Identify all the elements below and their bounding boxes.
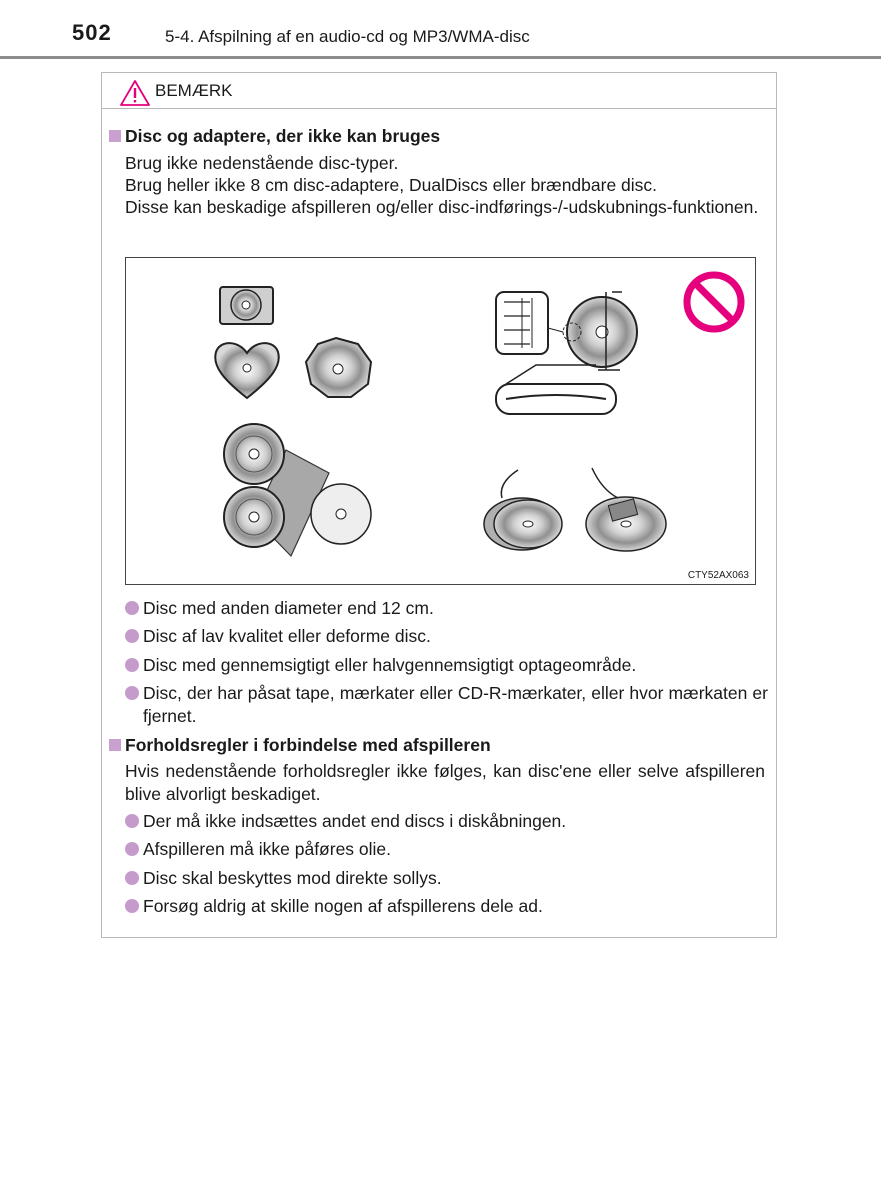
- list-item: Disc med anden diameter end 12 cm.: [125, 597, 768, 620]
- list-item: Disc skal beskyttes mod direkte sollys.: [125, 867, 768, 890]
- bullet-dot-icon: [125, 899, 139, 913]
- bullet-dot-icon: [125, 658, 139, 672]
- deformed-disc-icon: [496, 292, 637, 414]
- section-heading-discs: Disc og adaptere, der ikke kan bruges: [109, 126, 440, 147]
- square-disc-icon: [220, 287, 273, 324]
- paragraph-line: Disse kan beskadige afspilleren og/eller disc-indførings-/-udskubnings-funktionen.: [125, 197, 759, 217]
- section-title: 5-4. Afspilning af en audio-cd og MP3/WMA-disc: [165, 27, 530, 46]
- bullet-dot-icon: [125, 871, 139, 885]
- disc-illustration: [125, 257, 756, 585]
- prohibited-icon: [687, 275, 741, 329]
- sticker-disc-icon: [586, 468, 666, 551]
- clear-disc-icon: [311, 484, 371, 544]
- notice-header: [102, 73, 776, 109]
- list-item: Der må ikke indsættes andet end discs i diskåbningen.: [125, 810, 768, 833]
- paragraph-line: Brug heller ikke 8 cm disc-adaptere, DualDiscs eller brændbare disc.: [125, 175, 658, 195]
- bullet-dot-icon: [125, 686, 139, 700]
- heart-disc-icon: [215, 343, 279, 398]
- header-rule: [0, 56, 881, 59]
- section-heading-player: Forholdsregler i forbindelse med afspilleren: [109, 735, 491, 756]
- bullet-dot-icon: [125, 842, 139, 856]
- square-bullet-icon: [109, 130, 121, 142]
- square-bullet-icon: [109, 739, 121, 751]
- warning-triangle-icon: [119, 79, 151, 107]
- bullet-dot-icon: [125, 814, 139, 828]
- figure-code: CTY52AX063: [687, 570, 749, 581]
- page-number: 502: [72, 20, 112, 45]
- list-item: Disc med gennemsigtigt eller halvgennemsigtigt optageområde.: [125, 654, 768, 677]
- bullet-dot-icon: [125, 601, 139, 615]
- disc-types-drawing: [126, 258, 755, 584]
- notice-label: BEMÆRK: [155, 81, 233, 100]
- list-item: Disc af lav kvalitet eller deforme disc.: [125, 625, 768, 648]
- notice-box: [101, 72, 777, 938]
- list-item: Forsøg aldrig at skille nogen af afspillerens dele ad.: [125, 895, 768, 918]
- paragraph-intro: Hvis nedenstående forholdsregler ikke følges, kan disc'ene eller selve afspilleren blive alvorligt beskadiget.: [125, 761, 765, 804]
- polygon-disc-icon: [306, 338, 371, 397]
- list-item: Disc, der har påsat tape, mærkater eller CD-R-mærkater, eller hvor mærkaten er fjernet.: [125, 682, 768, 728]
- list-item: Afspilleren må ikke påføres olie.: [125, 838, 768, 861]
- bullet-dot-icon: [125, 629, 139, 643]
- paragraph-line: Brug ikke nedenstående disc-typer.: [125, 153, 399, 173]
- peeled-label-disc-icon: [484, 470, 562, 550]
